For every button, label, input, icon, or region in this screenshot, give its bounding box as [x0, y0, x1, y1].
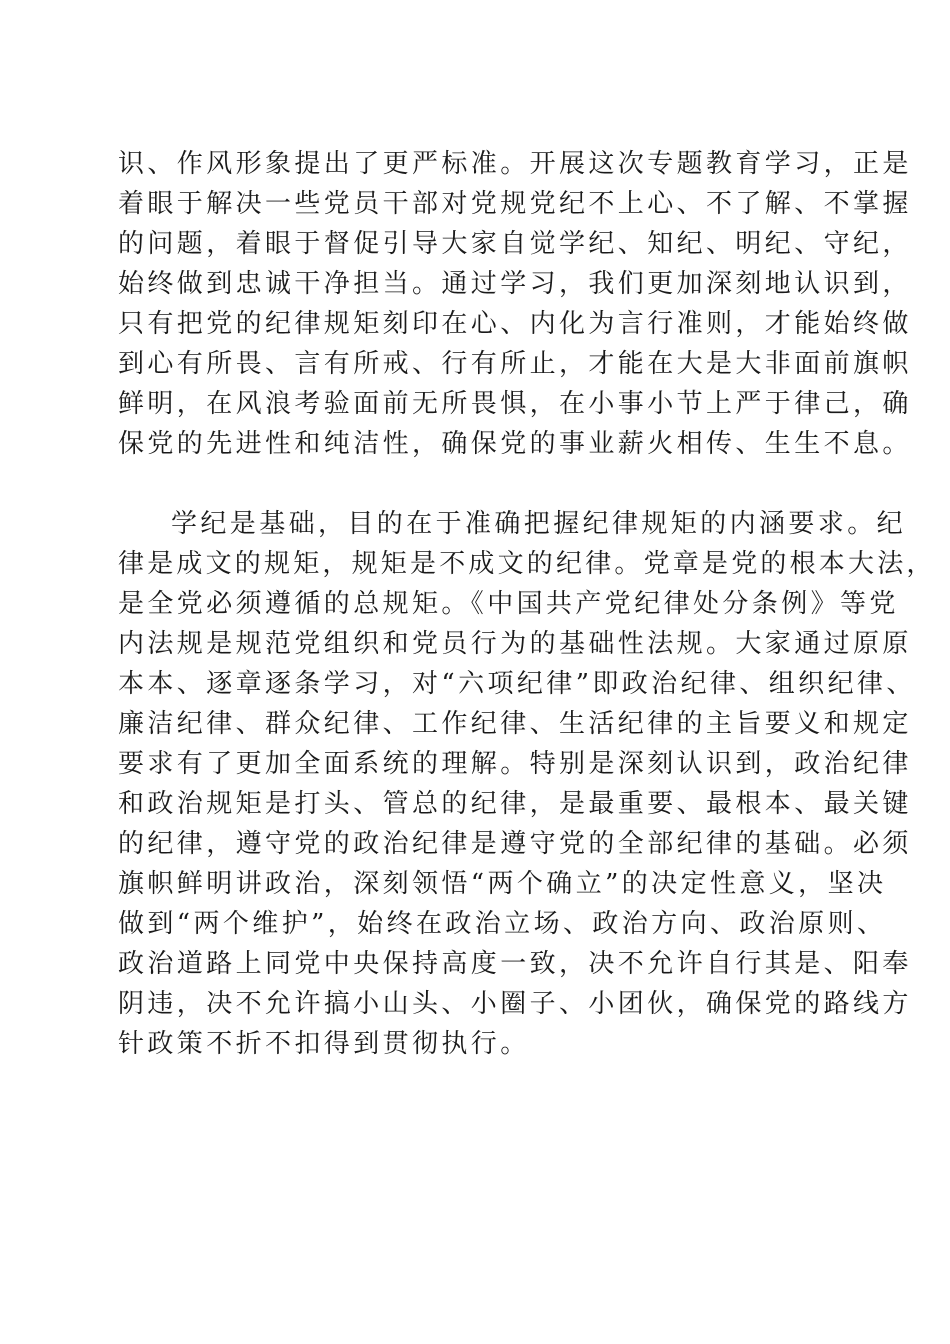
text-line: 的纪律，遵守党的政治纪律是遵守党的全部纪律的基础。必须	[118, 829, 912, 859]
text-line: 的问题，着眼于督促引导大家自觉学纪、知纪、明纪、守纪，	[118, 229, 912, 259]
text-line: 保党的先进性和纯洁性，确保党的事业薪火相传、生生不息。	[118, 429, 912, 459]
text-line: 着眼于解决一些党员干部对党规党纪不上心、不了解、不掌握	[118, 189, 912, 219]
text-line: 始终做到忠诚干净担当。通过学习，我们更加深刻地认识到，	[118, 269, 912, 299]
text-line: 到心有所畏、言有所戒、行有所止，才能在大是大非面前旗帜	[118, 349, 912, 379]
text-line: 只有把党的纪律规矩刻印在心、内化为言行准则，才能始终做	[118, 309, 912, 339]
text-line: 本本、逐章逐条学习，对“六项纪律”即政治纪律、组织纪律、	[118, 669, 916, 699]
text-line: 旗帜鲜明讲政治，深刻领悟“两个确立”的决定性意义，坚决	[118, 869, 887, 899]
text-line: 做到“两个维护”，始终在政治立场、政治方向、政治原则、	[118, 909, 887, 939]
text-line: 要求有了更加全面系统的理解。特别是深刻认识到，政治纪律	[118, 749, 912, 779]
text-line: 针政策不折不扣得到贯彻执行。	[118, 1029, 530, 1059]
text-line: 廉洁纪律、群众纪律、工作纪律、生活纪律的主旨要义和规定	[118, 709, 912, 739]
paragraph-first-line: 学纪是基础，目的在于准确把握纪律规矩的内涵要求。纪	[171, 509, 907, 539]
text-line: 是全党必须遵循的总规矩。《中国共产党纪律处分条例》等党	[118, 589, 899, 619]
text-line: 内法规是规范党组织和党员行为的基础性法规。大家通过原原	[118, 629, 912, 659]
text-line: 和政治规矩是打头、管总的纪律，是最重要、最根本、最关键	[118, 789, 912, 819]
text-line: 识、作风形象提出了更严标准。开展这次专题教育学习，正是	[118, 149, 912, 179]
text-line: 阴违，决不允许搞小山头、小圈子、小团伙，确保党的路线方	[118, 989, 912, 1019]
text-line: 律是成文的规矩，规矩是不成文的纪律。党章是党的根本大法，	[118, 549, 936, 579]
text-line: 鲜明，在风浪考验面前无所畏惧，在小事小节上严于律己，确	[118, 389, 912, 419]
text-line: 政治道路上同党中央保持高度一致，决不允许自行其是、阳奉	[118, 949, 912, 979]
